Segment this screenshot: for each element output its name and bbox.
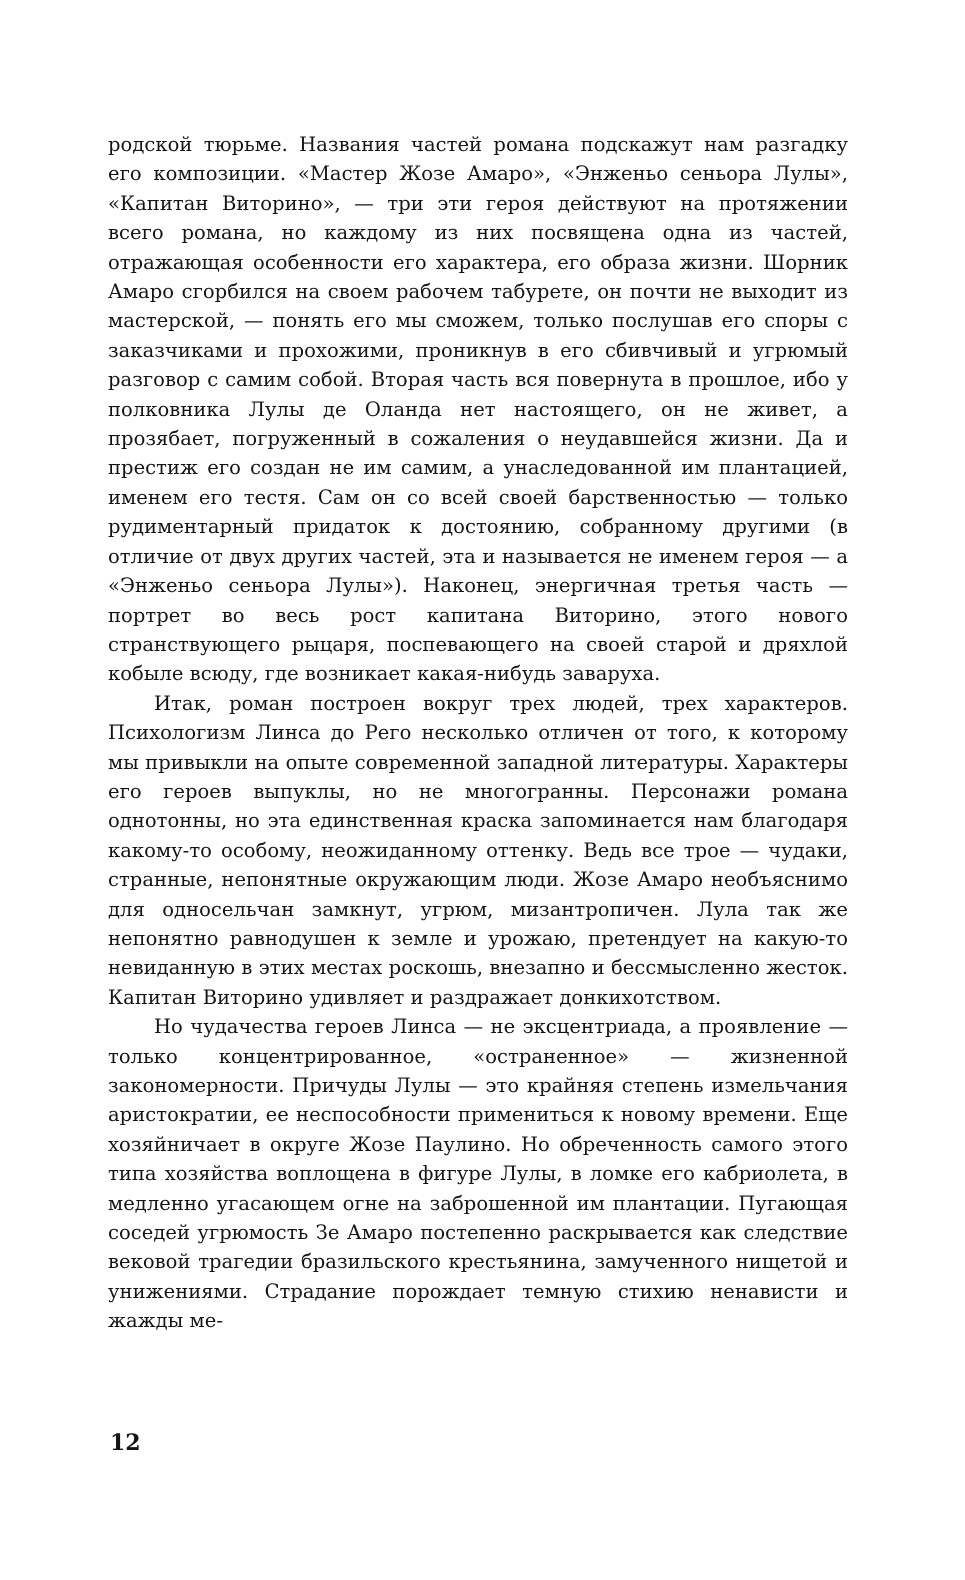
page-number: 12 — [110, 1430, 141, 1456]
paragraph-1: родской тюрьме. Названия частей романа подскажут нам разгадку его композиции. «Мастер Жозе Амаро», «Энженьо сеньора Лулы», «Капитан Виторино», — три эти героя действуют на протяжении всего романа, но каждому из них посвящена одна из частей, отражающая особенности его характера, его образа жизни. Шорник Амаро сгорбился на своем рабочем табурете, он почти не выходит из мастерской, — понять его мы сможем, только послушав его споры с заказчиками и прохожими, проникнув в его сбивчивый и угрюмый разговор с самим собой. Вторая часть вся повернута в прошлое, ибо у полковника Лулы де Оланда нет настоящего, он не живет, а прозябает, погруженный в сожаления о неудавшейся жизни. Да и престиж его создан не им самим, а унаследованной им плантацией, именем его тестя. Сам он со всей своей барственностью — только рудиментарный придаток к достоянию, собранному другими (в отличие от двух других частей, эта и называется не именем героя — а «Энженьо сеньора Лулы»). Наконец, энергичная третья часть — портрет во весь рост капитана Виторино, этого нового странствующего рыцаря, поспевающего на своей старой и дряхлой кобыле всюду, где возникает какая-нибудь заваруха. — [108, 133, 848, 686]
paragraph-2: Итак, роман построен вокруг трех людей, трех характеров. Психологизм Линса до Рего несколько отличен от того, к которому мы привыкли на опыте современной западной литературы. Характеры его героев выпуклы, но не многогранны. Персонажи романа однотонны, но эта единственная краска запоминается нам благодаря какому-то особому, неожиданному оттенку. Ведь все трое — чудаки, странные, непонятные окружающим люди. Жозе Амаро необъяснимо для односельчан замкнут, угрюм, мизантропичен. Лула так же непонятно равнодушен к земле и урожаю, претендует на какую-то невиданную в этих местах роскошь, внезапно и бессмысленно жесток. Капитан Виторино удивляет и раздражает донкихотством. — [108, 691, 848, 1009]
paragraph-3: Но чудачества героев Линса — не эксцентриада, а проявление — только концентрированное, «остраненное» — жизненной закономерности. Причуды Лулы — это крайняя степень измельчания аристократии, ее неспособности примениться к новому времени. Еще хозяйничает в округе Жозе Паулино. Но обреченность самого этого типа хозяйства воплощена в фигуре Лулы, в ломке его кабриолета, в медленно угасающем огне на заброшенной им плантации. Пугающая соседей угрюмость Зе Амаро постепенно раскрывается как следствие вековой трагедии бразильского крестьянина, замученного нищетой и унижениями. Страдание порождает темную стихию ненависти и жажды ме- — [108, 1015, 848, 1333]
body-text — [108, 130, 848, 1336]
